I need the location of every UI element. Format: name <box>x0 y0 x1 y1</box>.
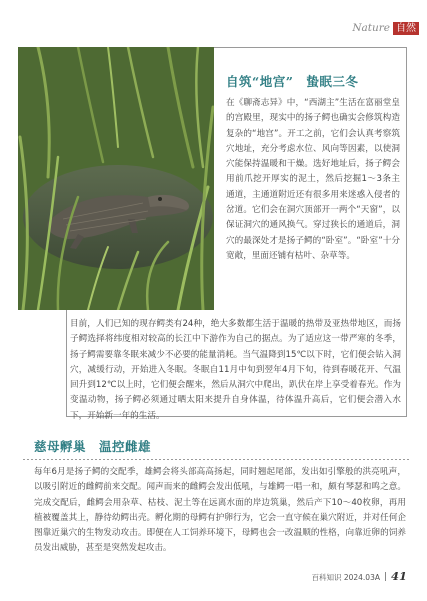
alligator-illustration <box>18 47 214 310</box>
section-header <box>352 21 419 35</box>
page-number: 41 <box>390 569 407 583</box>
section1-title: 自筑“地宫” 蛰眠三冬 <box>226 74 359 89</box>
section2-paragraph: 每年6月是扬子鳄的交配季，雄鳄会将头部高高扬起，同时翘起尾部，发出如引擎般的洪亮吼声，以吸引附近的雌鳄前来交配。闻声而来的雌鳄会发出低吼，与雄鳄一唱一和，颇有琴瑟和鸣之意。完成交配后，雌鳄会用杂草、枯枝、泥土等在远离水面的岸边筑巢，然后产下10～40枚卵，再用植被覆盖其上，静待幼鳄出壳。孵化期的母鳄有护卵行为，它会一直守候在巢穴附近，并对任何企图靠近巢穴的生物发动攻击。即便在人工饲养环境下，母鳄也会一改温顺的性格，向靠近卵的饲养员发出威胁，甚至是突然发起攻击。 <box>34 467 406 554</box>
section-badge: 自然 <box>393 22 419 35</box>
footer-separator <box>385 572 386 581</box>
section2-title: 慈母孵巢 温控雌雄 <box>34 439 152 454</box>
alligator-photo <box>18 47 214 310</box>
section1-paragraph-right: 在《聊斋志异》中，“西湖主”生活在富丽堂皇的宫殿里，现实中的扬子鳄也确实会修筑构造复杂的“地宫”。开工之前，它们会认真考察筑穴地址，充分考虑水位、风向等因素，以使洞穴能保持温暖和干燥。选好地址后，扬子鳄会用前爪挖开厚实的泥土，然后挖掘1～3条主通道，主通道附近还有很多用来迷惑入侵者的岔道。它们会在洞穴顶部开一两个“天窗”，以保证洞穴的通风换气。穿过狭长的通道后，洞穴的最深处才是扬子鳄的“卧室”。“卧室”十分宽敞，里面还铺有枯叶、杂草等。 <box>226 98 400 261</box>
magazine-issue: 百科知识 2024.03A <box>311 573 380 582</box>
section2-divider <box>23 459 409 460</box>
frame-left-line <box>66 310 67 417</box>
page-footer <box>311 569 407 583</box>
section1-paragraph-wide: 目前，人们已知的现存鳄类有24种，绝大多数都生活于温暖的热带及亚热带地区，而扬子鳄选择将纬度相对较高的长江中下游作为自己的据点。为了适应这一带严寒的冬季，扬子鳄需要靠冬眠来减少不必要的能量消耗。当气温降到15℃以下时，它们便会钻入洞穴，减缓行动，开始进入冬眠。冬眠自11月中旬到翌年4月下旬，待到春暖花开、气温回升到12℃以上时，它们便会醒来，然后从洞穴中爬出，趴伏在岸上享受着春光。作为变温动物，扬子鳄必须通过晒太阳来提升自身体温，待体温升高后，它们便会潜入水下，开始新一年的生活。 <box>70 319 401 421</box>
section-label-en: Nature <box>352 22 390 34</box>
frame-top-line <box>214 47 407 48</box>
frame-right-line <box>406 47 407 417</box>
